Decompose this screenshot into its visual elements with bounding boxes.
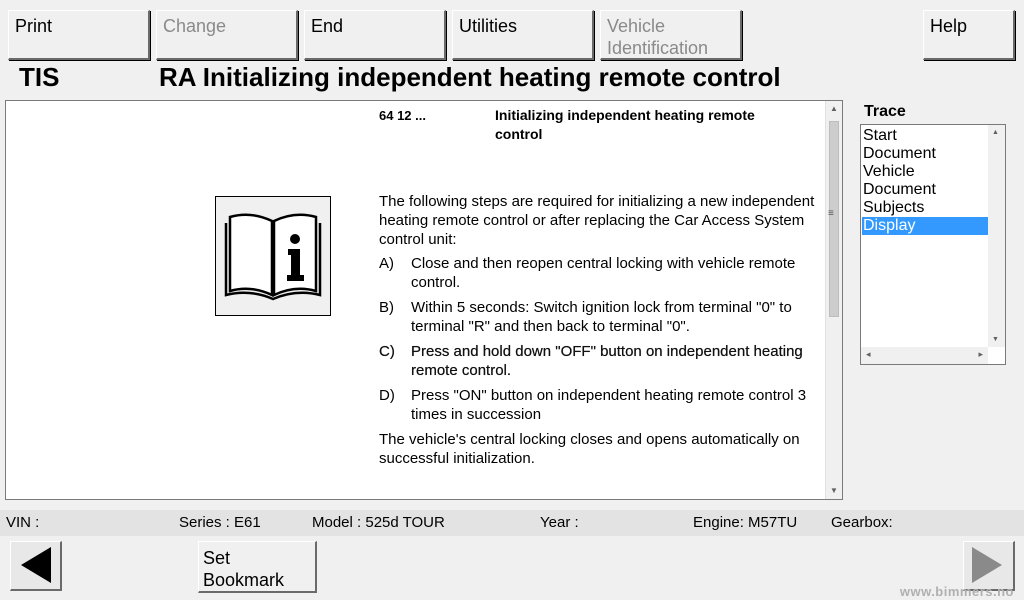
trace-item-document-2[interactable]: Document — [863, 181, 936, 198]
step-text: Press and hold down "OFF" button on independent heating remote control. — [411, 343, 803, 379]
app-label: TIS — [19, 62, 60, 92]
scroll-left-icon[interactable]: ◂ — [866, 349, 871, 359]
back-button[interactable] — [10, 541, 62, 591]
scroll-up-icon[interactable]: ▲ — [992, 129, 999, 136]
step-label: D) — [379, 387, 395, 404]
trace-item-vehicle[interactable]: Vehicle — [863, 163, 915, 180]
vehicle-identification-button[interactable]: Vehicle Identification — [600, 10, 742, 60]
info-book-icon — [215, 196, 331, 316]
model-label: Model : 525d TOUR — [312, 514, 445, 531]
set-bookmark-button[interactable]: Set Bookmark — [198, 541, 317, 593]
step-text: Press "ON" button on independent heating remote control 3 times in succession — [411, 387, 807, 423]
grip-icon: ≡ — [828, 208, 834, 219]
document-pane — [5, 100, 843, 500]
document-number: 64 12 ... — [379, 108, 426, 123]
trace-list[interactable] — [860, 124, 1006, 365]
trace-vertical-scrollbar[interactable] — [988, 125, 1005, 347]
step-label: B) — [379, 299, 394, 316]
series-label: Series : E61 — [179, 514, 261, 531]
step-item — [379, 254, 824, 292]
title-row — [0, 62, 1024, 96]
step-label: A) — [379, 255, 394, 272]
scroll-up-icon[interactable]: ▲ — [830, 104, 838, 113]
gearbox-label: Gearbox: — [831, 514, 893, 531]
outro-text: The vehicle's central locking closes and opens automatically on successful initialization. — [379, 431, 800, 467]
year-label: Year : — [540, 514, 579, 531]
step-label: C) — [379, 343, 395, 360]
trace-item-document[interactable]: Document — [863, 145, 936, 162]
vehicle-status-bar — [0, 510, 1024, 536]
change-button[interactable]: Change — [156, 10, 298, 60]
step-item — [379, 386, 824, 424]
step-item — [379, 298, 824, 336]
scroll-thumb[interactable] — [829, 121, 839, 317]
page-title: RA Initializing independent heating remote control — [159, 62, 781, 92]
trace-item-display[interactable]: Display — [862, 217, 989, 235]
vin-label: VIN : — [6, 514, 40, 531]
intro-text: The following steps are required for initializing a new independent heating remote control or after replacing the Car Access System control unit: — [379, 193, 815, 248]
triangle-left-icon — [11, 542, 59, 588]
trace-item-subjects[interactable]: Subjects — [863, 199, 925, 216]
help-button[interactable]: Help — [923, 10, 1015, 60]
scroll-down-icon[interactable]: ▼ — [830, 486, 838, 495]
watermark: www.bimmers.no — [899, 584, 1014, 599]
document-body — [379, 192, 824, 473]
trace-horizontal-scrollbar[interactable] — [861, 347, 988, 364]
scroll-right-icon[interactable]: ▸ — [978, 349, 983, 359]
print-button[interactable]: Print — [8, 10, 150, 60]
end-button[interactable]: End — [304, 10, 446, 60]
document-scrollbar[interactable] — [825, 101, 842, 499]
scroll-down-icon[interactable]: ▼ — [992, 336, 999, 343]
document-title: Initializing independent heating remote control — [495, 107, 755, 142]
triangle-right-icon — [964, 542, 1012, 588]
utilities-button[interactable]: Utilities — [452, 10, 594, 60]
step-text: Close and then reopen central locking with vehicle remote control. — [411, 255, 796, 291]
step-item — [379, 342, 824, 380]
trace-title: Trace — [864, 103, 906, 120]
step-text: Within 5 seconds: Switch ignition lock from terminal "0" to terminal "R" and then back to terminal "0". — [411, 299, 792, 335]
trace-item-start[interactable]: Start — [863, 127, 897, 144]
engine-label: Engine: M57TU — [693, 514, 798, 531]
